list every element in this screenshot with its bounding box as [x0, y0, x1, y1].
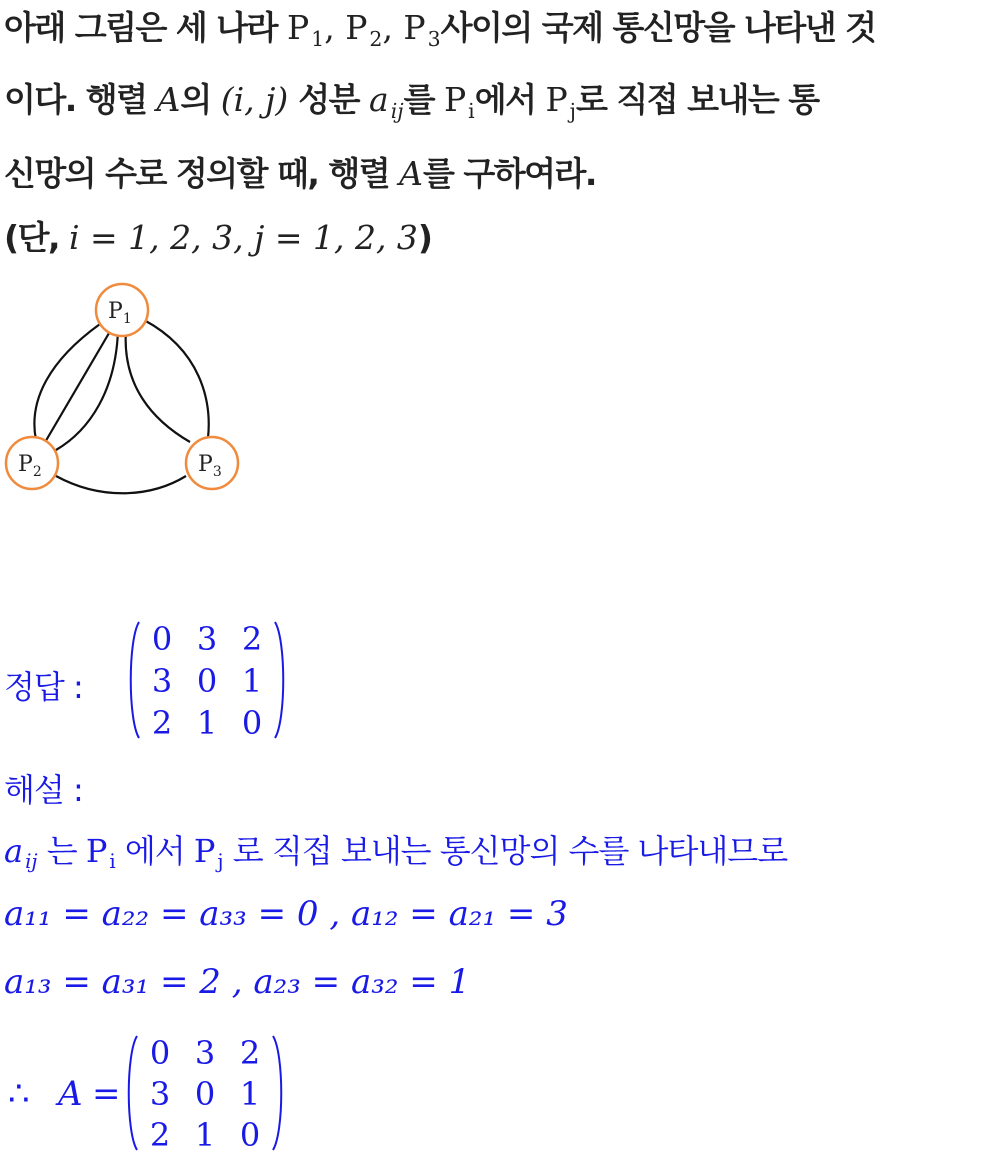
- explanation-label: 해설 :: [4, 771, 83, 809]
- equals-sign: =: [92, 1074, 121, 1114]
- p-i: $P_i$: [443, 80, 475, 123]
- problem-line-1: 아래 그림은 세 나라 $P_1$, $P_2$, $P_3$사이의 국제 통신망을 나타낸 것: [4, 8, 876, 51]
- matrix-name: A: [58, 1074, 83, 1114]
- matrix-cell: 0: [151, 620, 173, 658]
- explanation-line-2: a₁₁ = a₂₂ = a₃₃ = 0 , a₁₂ = a₂₁ = 3: [4, 894, 568, 934]
- matrix-cell: 2: [239, 1034, 261, 1072]
- matrix-cell: 3: [194, 1034, 216, 1072]
- svg-text:P1: $P_1$: [108, 299, 132, 327]
- node-p3: [186, 437, 238, 489]
- matrix-cell: 3: [196, 620, 218, 658]
- explanation-line-1: a $_{ij}$ 는 P $_i$ 에서 P $_j$ 로 직접 보내는 통신망의 수를 나타내므로: [4, 832, 788, 874]
- edge-p1-p3-outer: [144, 320, 209, 438]
- a-ij: a $_{ij}$: [4, 832, 38, 874]
- matrix-cell: 1: [194, 1116, 216, 1154]
- right-paren: [270, 1034, 286, 1152]
- node-p2: [6, 437, 58, 489]
- network-diagram: [0, 280, 260, 510]
- edge-p1-p2-inner: [56, 330, 118, 450]
- right-paren: [272, 620, 288, 740]
- problem-line-3: 신망의 수로 정의할 때, 행렬 A를 구하여라.: [4, 154, 596, 193]
- matrix-cell: 0: [196, 662, 218, 700]
- left-paren: [126, 620, 142, 740]
- p-j: $P_j$: [545, 80, 577, 123]
- p-i: P $_i$: [85, 832, 116, 874]
- therefore-symbol: ∴: [8, 1074, 30, 1114]
- matrix-cell: 0: [241, 704, 263, 742]
- edge-p2-p3: [56, 476, 186, 493]
- explanation-line-3: a₁₃ = a₃₁ = 2 , a₂₃ = a₃₂ = 1: [4, 962, 471, 1002]
- problem-line-4: (단, i = 1, 2, 3, j = 1, 2, 3): [4, 218, 432, 257]
- matrix-cell: 0: [149, 1034, 171, 1072]
- matrix-cell: 2: [151, 704, 173, 742]
- matrix-cell: 0: [239, 1116, 261, 1154]
- left-paren: [124, 1034, 140, 1152]
- matrix-cell: 1: [241, 662, 263, 700]
- edge-p1-p2-outer: [34, 324, 100, 440]
- problem-line-2: 이다. 행렬 A의 (i, j) 성분 $a_{ij}$를 $P_i$에서 $P_j$로 직접 보내는 통: [4, 80, 819, 123]
- matrix-cell: 0: [194, 1075, 216, 1113]
- matrix-cell: 1: [196, 704, 218, 742]
- edge-p1-p2-straight: [44, 328, 112, 444]
- node-p1: [96, 284, 148, 336]
- svg-text:P3: $P_3$: [198, 452, 222, 480]
- p-j: P $_j$: [193, 832, 224, 874]
- p2-label: $P_2$: [345, 8, 383, 51]
- matrix-cell: 3: [149, 1075, 171, 1113]
- p3-label: $P_3$: [403, 8, 441, 51]
- matrix-cell: 2: [149, 1116, 171, 1154]
- answer-label: 정답 :: [4, 668, 83, 706]
- a-ij: $a_{ij}$: [369, 80, 404, 123]
- p1-label: $P_1$: [286, 8, 325, 51]
- answer-matrix: [126, 620, 288, 740]
- matrix-cell: 2: [241, 620, 263, 658]
- edges: [34, 320, 208, 493]
- matrix-cell: 1: [239, 1075, 261, 1113]
- matrix-cell: 3: [151, 662, 173, 700]
- svg-text:P2: $P_2$: [18, 452, 42, 480]
- explanation-matrix: [124, 1034, 286, 1152]
